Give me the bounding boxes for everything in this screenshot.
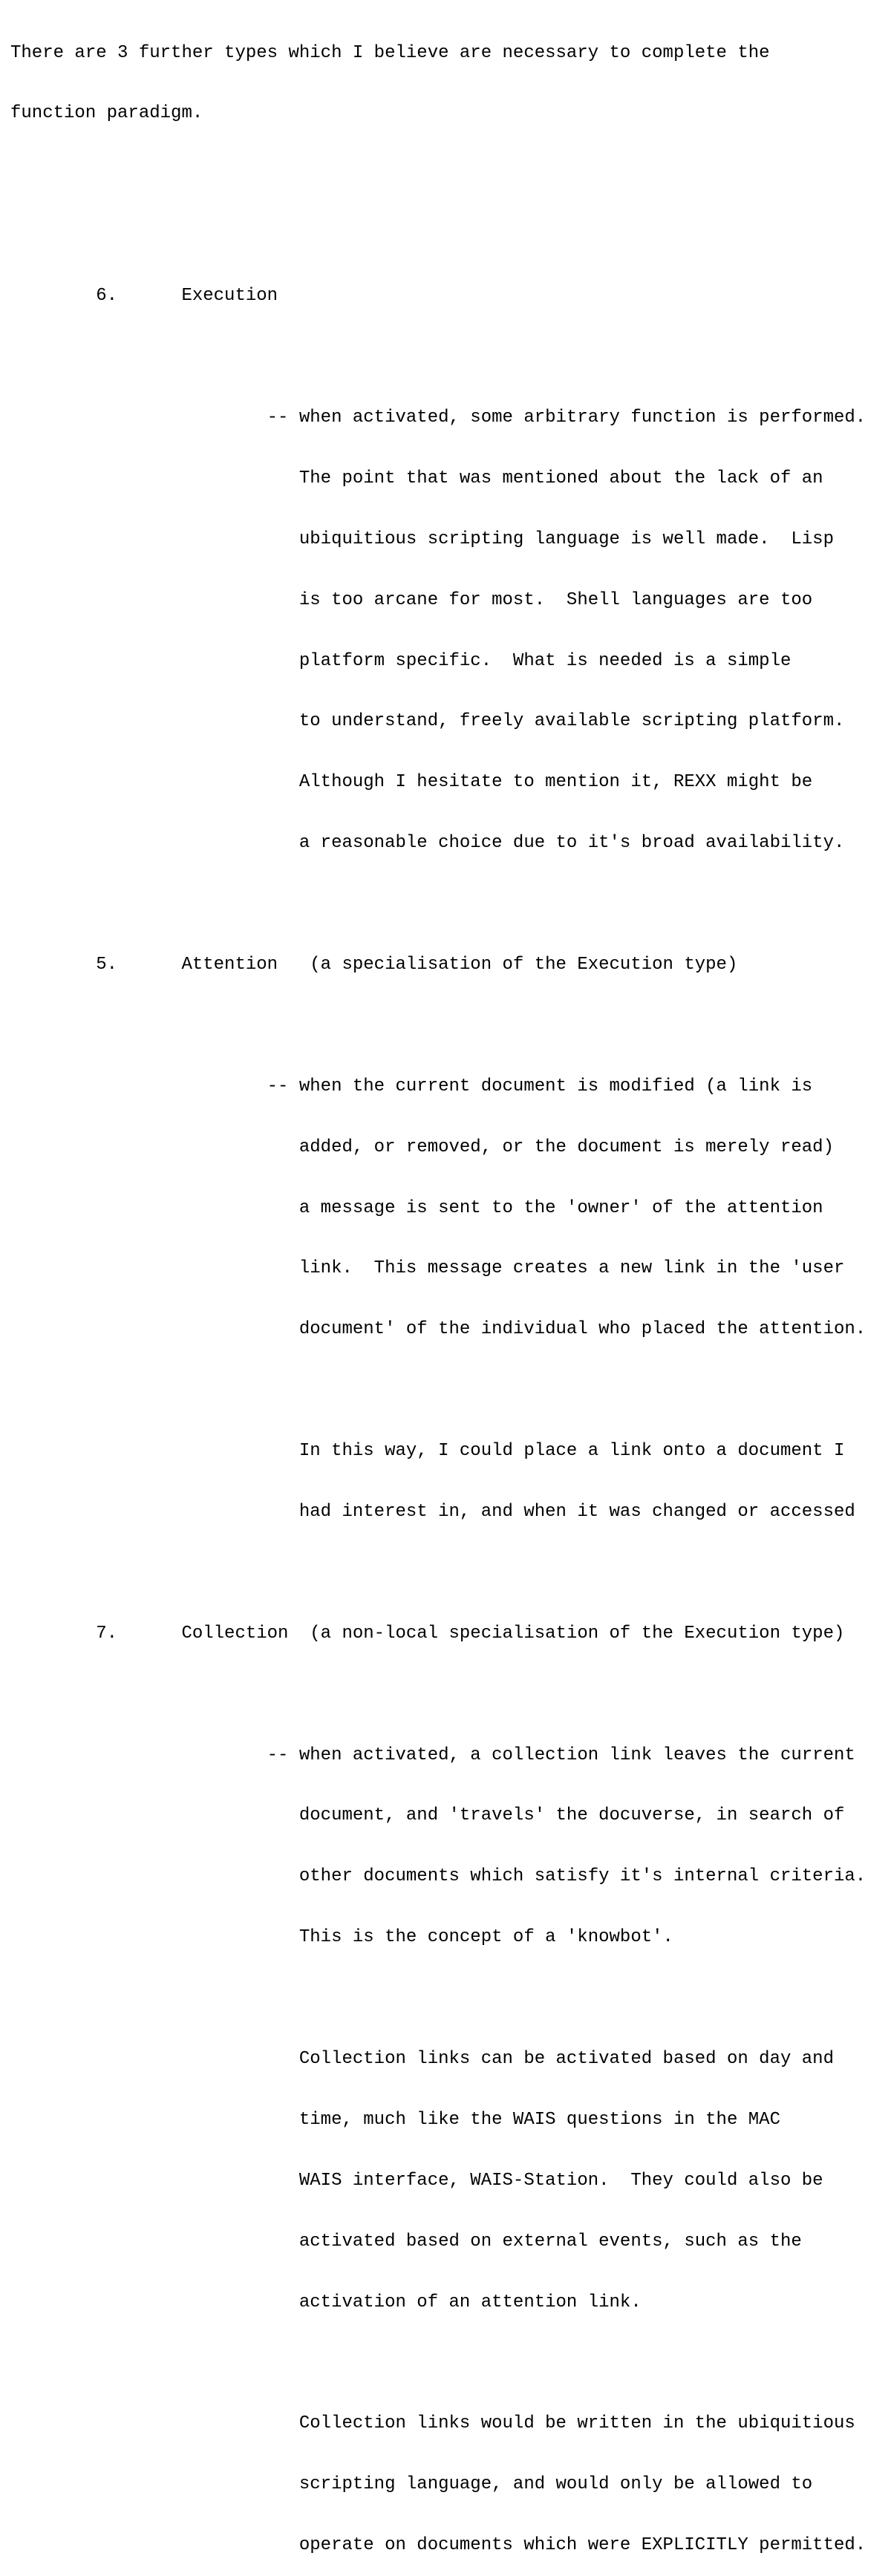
text-line: is too arcane for most. Shell languages are too — [10, 589, 813, 610]
text-line: There are 3 further types which I believe are necessary to complete the — [10, 42, 770, 63]
text-line — [10, 894, 866, 914]
text-line: Collection links would be written in the ubiquitious — [10, 2413, 855, 2434]
text-line: -- when the current document is modified (a link is — [10, 1076, 813, 1096]
text-line: ubiquitious scripting language is well made. Lisp — [10, 529, 834, 549]
text-line: This is the concept of a 'knowbot'. — [10, 1927, 673, 1948]
text-line: time, much like the WAIS questions in the MAC — [10, 2109, 780, 2130]
text-line: In this way, I could place a link onto a document I — [10, 1441, 845, 1462]
text-line: document' of the individual who placed the attention. — [10, 1319, 866, 1340]
text-line: scripting language, and would only be allowed to — [10, 2474, 813, 2495]
text-line: platform specific. What is needed is a simple — [10, 650, 792, 671]
text-line — [10, 347, 866, 367]
text-line: WAIS interface, WAIS-Station. They could also be — [10, 2170, 823, 2191]
text-line: other documents which satisfy it's internal criteria. — [10, 1866, 866, 1887]
text-line: a reasonable choice due to it's broad availability. — [10, 833, 845, 854]
document-text — [10, 2, 866, 2576]
section-heading-collection: 7. Collection (a non-local specialisation of the Execution type) — [10, 1623, 845, 1644]
text-line: activation of an attention link. — [10, 2292, 642, 2312]
text-line: to understand, freely available scripting platform. — [10, 711, 845, 732]
text-line: a message is sent to the 'owner' of the attention — [10, 1197, 823, 1218]
section-heading-attention: 5. Attention (a specialisation of the Execution type) — [10, 954, 738, 975]
text-line: Collection links can be activated based on day and — [10, 2048, 834, 2069]
text-line: activated based on external events, such as the — [10, 2231, 802, 2252]
text-line: The point that was mentioned about the lack of an — [10, 468, 823, 488]
text-line — [10, 225, 866, 245]
text-line — [10, 1988, 866, 2008]
text-line — [10, 1563, 866, 1583]
text-line: -- when activated, some arbitrary function is performed. — [10, 407, 866, 428]
text-line — [10, 1684, 866, 1704]
text-line: operate on documents which were EXPLICITLY permitted. — [10, 2535, 866, 2556]
text-line — [10, 2353, 866, 2373]
text-line: document, and 'travels' the docuverse, in search of — [10, 1805, 845, 1826]
text-line: added, or removed, or the document is merely read) — [10, 1137, 834, 1157]
text-line — [10, 1016, 866, 1036]
text-line: had interest in, and when it was changed or accessed — [10, 1501, 855, 1522]
text-line: function paradigm. — [10, 103, 203, 124]
text-line: -- when activated, a collection link leaves the current — [10, 1745, 855, 1765]
section-heading-execution: 6. Execution — [10, 286, 278, 307]
text-line: Although I hesitate to mention it, REXX might be — [10, 772, 813, 793]
text-line: link. This message creates a new link in the 'user — [10, 1258, 845, 1279]
text-line — [10, 1380, 866, 1400]
text-line — [10, 164, 866, 184]
